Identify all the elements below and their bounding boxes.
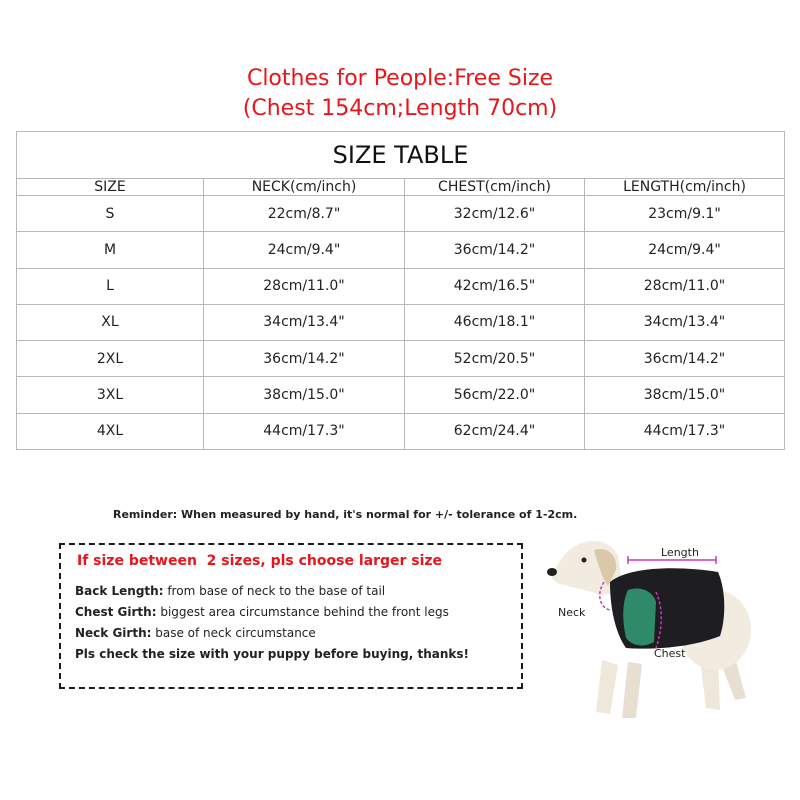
length-cell: 36cm/14.2"	[585, 341, 785, 377]
neck-cell: 34cm/13.4"	[204, 304, 405, 340]
column-header-length: LENGTH(cm/inch)	[585, 179, 785, 196]
reminder-note: Reminder: When measured by hand, it's normal for +/- tolerance of 1-2cm.	[113, 508, 578, 521]
size-cell: M	[17, 232, 204, 268]
table-row	[17, 304, 785, 340]
size-table	[16, 131, 785, 450]
tip-description: from base of neck to the base of tail	[163, 584, 386, 598]
table-row	[17, 232, 785, 268]
chest-cell: 46cm/18.1"	[405, 304, 585, 340]
front-leg	[622, 662, 642, 718]
size-cell: XL	[17, 304, 204, 340]
heading-line-2: (Chest 154cm;Length 70cm)	[242, 96, 558, 121]
tip-term: Neck Girth:	[75, 626, 152, 640]
length-cell: 44cm/17.3"	[585, 413, 785, 449]
tip-back-length	[75, 584, 385, 598]
table-row	[17, 413, 785, 449]
neck-cell: 24cm/9.4"	[204, 232, 405, 268]
neck-cell: 36cm/14.2"	[204, 341, 405, 377]
chest-cell: 32cm/12.6"	[405, 196, 585, 232]
dog-nose	[547, 568, 557, 576]
front-leg	[596, 660, 618, 714]
length-cell: 23cm/9.1"	[585, 196, 785, 232]
table-header-row	[17, 179, 785, 196]
chest-label: Chest	[654, 647, 686, 660]
heading-line-1: Clothes for People:Free Size	[246, 66, 554, 91]
dog-measurement-diagram	[530, 530, 780, 730]
coat-chest-panel	[623, 589, 656, 646]
tip-final-note: Pls check the size with your puppy before buying, thanks!	[75, 647, 470, 661]
length-label: Length	[661, 546, 699, 559]
table-row	[17, 268, 785, 304]
chest-cell: 52cm/20.5"	[405, 341, 585, 377]
tip-description: biggest area circumstance behind the front legs	[156, 605, 449, 619]
chest-cell: 56cm/22.0"	[405, 377, 585, 413]
tip-chest-girth	[75, 605, 449, 619]
table-row	[17, 196, 785, 232]
size-cell: S	[17, 196, 204, 232]
dog-eye	[582, 558, 587, 563]
neck-cell: 22cm/8.7"	[204, 196, 405, 232]
chest-cell: 42cm/16.5"	[405, 268, 585, 304]
column-header-chest: CHEST(cm/inch)	[405, 179, 585, 196]
size-cell: 3XL	[17, 377, 204, 413]
table-row	[17, 341, 785, 377]
neck-cell: 38cm/15.0"	[204, 377, 405, 413]
length-cell: 34cm/13.4"	[585, 304, 785, 340]
size-cell: 2XL	[17, 341, 204, 377]
tips-headline: If size between 2 sizes, pls choose larger size	[77, 553, 443, 569]
column-header-neck: NECK(cm/inch)	[204, 179, 405, 196]
tip-description: base of neck circumstance	[151, 626, 316, 640]
neck-cell: 28cm/11.0"	[204, 268, 405, 304]
size-cell: 4XL	[17, 413, 204, 449]
tip-term: Back Length:	[75, 584, 164, 598]
table-caption: SIZE TABLE	[17, 132, 785, 179]
dog-in-coat-illustration	[530, 530, 780, 730]
chest-cell: 62cm/24.4"	[405, 413, 585, 449]
column-header-size: SIZE	[17, 179, 204, 196]
length-cell: 28cm/11.0"	[585, 268, 785, 304]
length-cell: 24cm/9.4"	[585, 232, 785, 268]
tip-term: Chest Girth:	[75, 605, 157, 619]
size-cell: L	[17, 268, 204, 304]
length-cell: 38cm/15.0"	[585, 377, 785, 413]
tip-neck-girth	[75, 626, 316, 640]
neck-cell: 44cm/17.3"	[204, 413, 405, 449]
chest-cell: 36cm/14.2"	[405, 232, 585, 268]
neck-label: Neck	[558, 606, 586, 619]
table-row	[17, 377, 785, 413]
sizing-tips-box	[59, 543, 523, 689]
